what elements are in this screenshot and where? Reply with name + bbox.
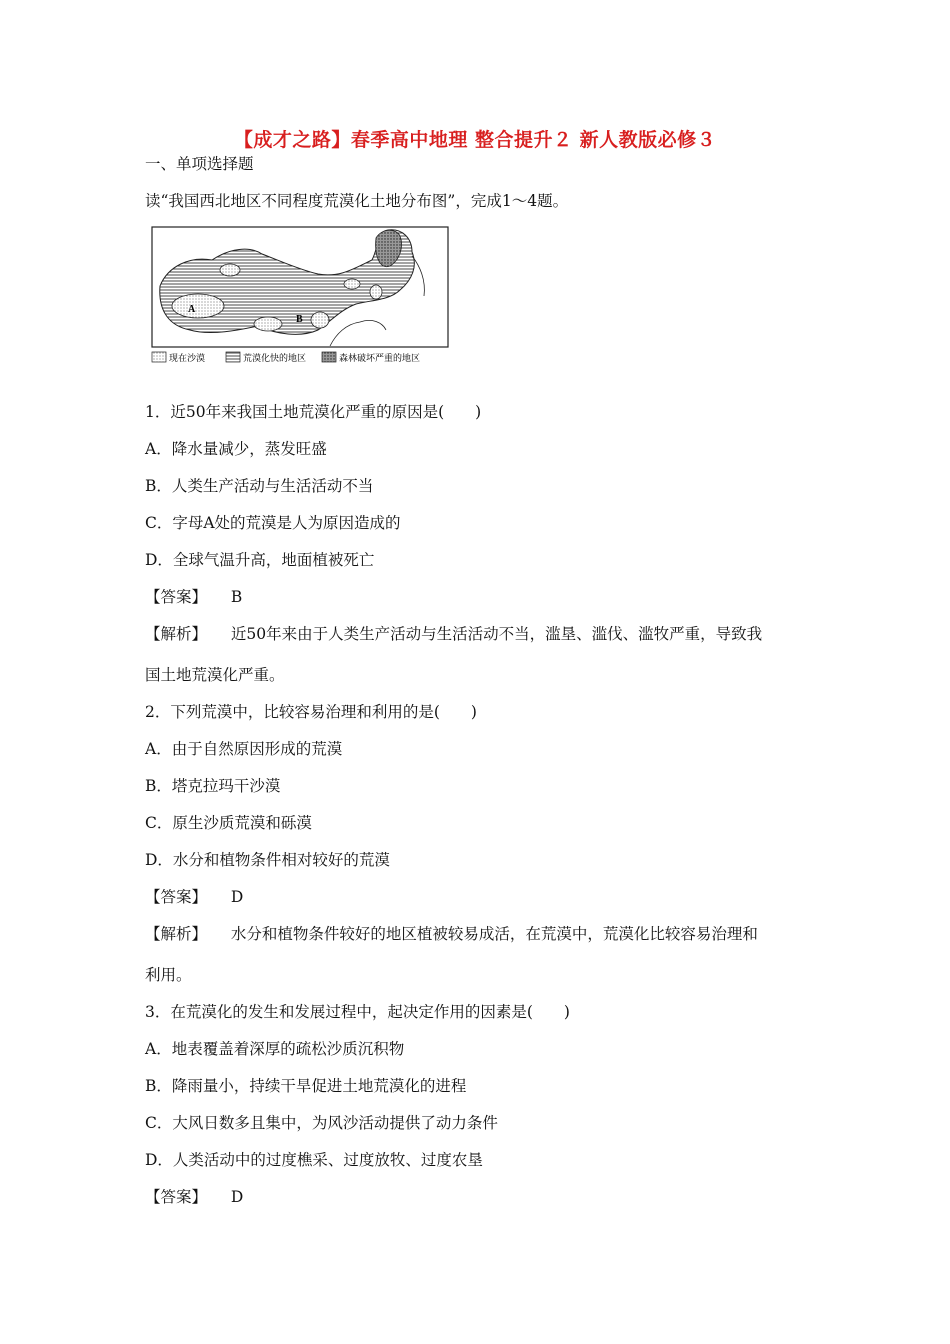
question-2-stem: 2．下列荒漠中，比较容易治理和利用的是( )	[145, 703, 477, 721]
question-1-analysis-cont: 国土地荒漠化严重。	[145, 666, 285, 684]
answer-value: D	[230, 1188, 244, 1206]
question-1-option-b: B．人类生产活动与生活活动不当	[145, 477, 374, 495]
question-3-option-c: C．大风日数多且集中，为风沙活动提供了动力条件	[145, 1114, 498, 1132]
answer-value: B	[230, 588, 243, 606]
map-label-a: A	[188, 304, 196, 315]
analysis-tag: 【解析】	[145, 625, 208, 643]
section-heading: 一、单项选择题	[145, 155, 254, 173]
question-2-option-c: C．原生沙质荒漠和砾漠	[145, 814, 312, 832]
legend-swatch-forest-damage	[322, 352, 336, 362]
legend-label-fast-desertification: 荒漠化快的地区	[243, 354, 307, 364]
question-1-analysis	[145, 622, 762, 644]
question-3-option-a: A．地表覆盖着深厚的疏松沙质沉积物	[145, 1040, 405, 1058]
question-2-option-b: B．塔克拉玛干沙漠	[145, 777, 281, 795]
question-2-answer	[145, 885, 243, 907]
legend-label-forest-damage: 森林破坏严重的地区	[339, 354, 421, 364]
desert-taklimakan	[172, 294, 224, 318]
answer-value: D	[230, 888, 244, 906]
question-3-answer	[145, 1185, 243, 1207]
analysis-tag: 【解析】	[145, 925, 208, 943]
question-1-stem: 1．近50年来我国土地荒漠化严重的原因是( )	[145, 403, 482, 421]
question-1-option-a: A．降水量减少，蒸发旺盛	[145, 440, 327, 458]
page-title: 【成才之路】春季高中地理 整合提升２ 新人教版必修３	[233, 129, 717, 151]
legend-label-desert: 现在沙漠	[169, 354, 206, 364]
analysis-text: 水分和植物条件较好的地区植被较易成活，在荒漠中，荒漠化比较容易治理和	[230, 925, 758, 943]
question-1-option-d: D．全球气温升高，地面植被死亡	[145, 551, 375, 569]
desert-small-5	[370, 285, 382, 299]
answer-tag: 【答案】	[145, 1188, 208, 1206]
intro-text: 读“我国西北地区不同程度荒漠化土地分布图”，完成1～4题。	[145, 192, 569, 210]
desert-small-1	[220, 264, 240, 276]
question-1-answer	[145, 585, 242, 607]
desert-small-2	[254, 317, 282, 331]
question-2-option-d: D．水分和植物条件相对较好的荒漠	[145, 851, 390, 869]
question-2-analysis	[145, 922, 758, 944]
question-3-option-d: D．人类活动中的过度樵采、过度放牧、过度农垦	[145, 1151, 483, 1169]
analysis-text: 近50年来由于人类生产活动与生活活动不当，滥垦、滥伐、滥牧严重，导致我	[230, 625, 763, 643]
question-2-analysis-cont: 利用。	[145, 966, 192, 984]
answer-tag: 【答案】	[145, 588, 208, 606]
map-label-b: B	[296, 314, 303, 325]
desert-small-3	[311, 312, 329, 328]
desertification-map	[150, 226, 460, 368]
question-3-stem: 3．在荒漠化的发生和发展过程中，起决定作用的因素是( )	[145, 1003, 570, 1021]
question-3-option-b: B．降雨量小，持续干旱促进土地荒漠化的进程	[145, 1077, 467, 1095]
question-1-option-c: C．字母A处的荒漠是人为原因造成的	[145, 514, 401, 532]
answer-tag: 【答案】	[145, 888, 208, 906]
legend-swatch-fast-desertification	[226, 352, 240, 362]
legend-swatch-desert	[152, 352, 166, 362]
desert-small-4	[344, 279, 360, 289]
question-2-option-a: A．由于自然原因形成的荒漠	[145, 740, 343, 758]
